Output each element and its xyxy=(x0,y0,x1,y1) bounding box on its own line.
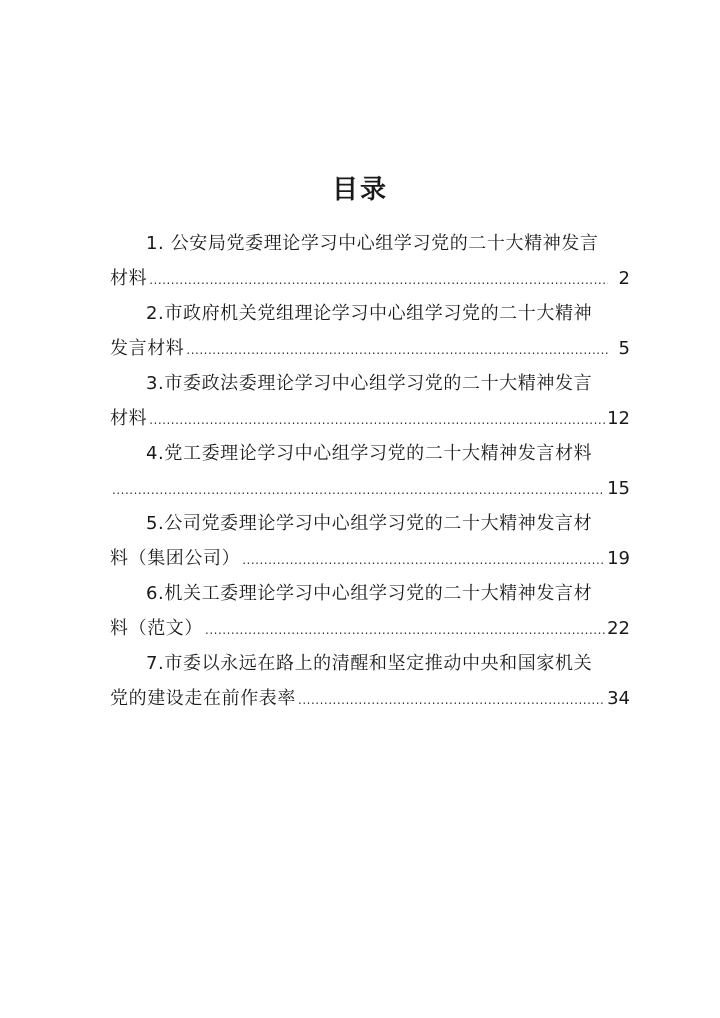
toc-page-number: 34 xyxy=(607,688,630,709)
toc-title: 目录 xyxy=(331,175,388,205)
dot-leader xyxy=(242,543,605,578)
toc-page-number: 22 xyxy=(607,618,630,639)
toc-page-number: 12 xyxy=(607,408,630,429)
toc-entry-6[interactable] xyxy=(110,576,630,646)
dot-leader xyxy=(149,263,608,298)
dot-leader xyxy=(149,403,605,438)
toc-entry-title-continued: 料（集团公司） xyxy=(110,548,241,569)
dot-leader xyxy=(112,473,605,508)
toc-page-number: 5 xyxy=(618,338,630,359)
toc-page-number: 19 xyxy=(607,548,630,569)
toc-entry-title-continued: 料（范文） xyxy=(110,618,203,639)
table-of-contents xyxy=(110,226,630,716)
toc-entry-title: 3.市委政法委理论学习中心组学习党的二十大精神发言 xyxy=(146,373,593,394)
toc-entry-title: 1. 公安局党委理论学习中心组学习党的二十大精神发言 xyxy=(146,233,599,254)
toc-entry-leader-row xyxy=(110,261,630,296)
toc-entry-leader-row xyxy=(110,681,630,716)
toc-entry-3[interactable] xyxy=(110,366,630,436)
toc-entry-leader-row xyxy=(110,611,630,646)
toc-entry-title: 6.机关工委理论学习中心组学习党的二十大精神发言材 xyxy=(146,583,593,604)
toc-entry-title-continued: 党的建设走在前作表率 xyxy=(110,688,296,709)
toc-page-number: 15 xyxy=(607,478,630,499)
toc-entry-4[interactable] xyxy=(110,436,630,506)
toc-entry-title: 4.党工委理论学习中心组学习党的二十大精神发言材料 xyxy=(146,443,593,464)
toc-entry-2[interactable] xyxy=(110,296,630,366)
dot-leader xyxy=(186,333,608,368)
toc-entry-leader-row xyxy=(110,541,630,576)
dot-leader xyxy=(298,683,605,718)
toc-entry-title: 5.公司党委理论学习中心组学习党的二十大精神发言材 xyxy=(146,513,593,534)
toc-entry-title: 7.市委以永远在路上的清醒和坚定推动中央和国家机关 xyxy=(146,653,593,674)
toc-entry-5[interactable] xyxy=(110,506,630,576)
toc-entry-leader-row xyxy=(110,471,630,506)
toc-entry-title-continued: 发言材料 xyxy=(110,338,185,359)
toc-entry-leader-row xyxy=(110,331,630,366)
dot-leader xyxy=(205,613,605,648)
toc-entry-1[interactable] xyxy=(110,226,630,296)
toc-page-number: 2 xyxy=(618,268,630,289)
toc-entry-title: 2.市政府机关党组理论学习中心组学习党的二十大精神 xyxy=(146,303,593,324)
toc-entry-7[interactable] xyxy=(110,646,630,716)
toc-entry-title-continued: 材料 xyxy=(110,268,148,289)
toc-entry-leader-row xyxy=(110,401,630,436)
toc-entry-title-continued: 材料 xyxy=(110,408,148,429)
